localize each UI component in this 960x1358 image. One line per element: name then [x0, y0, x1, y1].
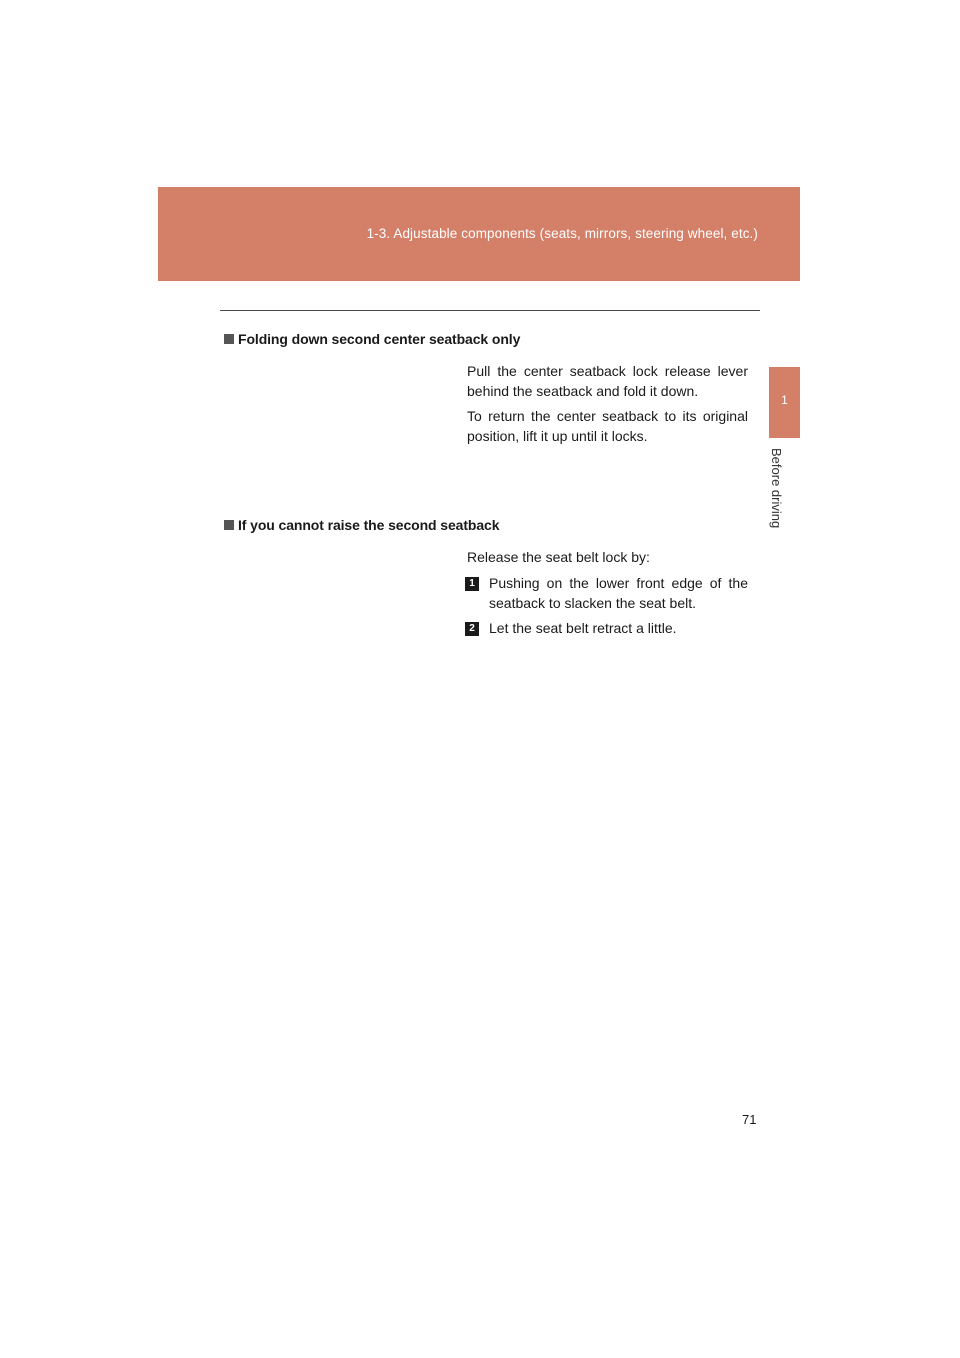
divider: [220, 310, 760, 311]
page-number: 71: [742, 1112, 757, 1127]
square-bullet-icon: [224, 334, 234, 344]
chapter-label: Before driving: [769, 448, 784, 529]
section-heading-folding: [224, 331, 520, 347]
step-number-badge: 1: [465, 577, 479, 591]
step-text: Pushing on the lower front edge of the seatback to slacken the seat belt.: [489, 575, 748, 611]
section-title: 1-3. Adjustable components (seats, mirrors, steering wheel, etc.): [366, 226, 758, 241]
chapter-number: 1: [781, 393, 788, 407]
step-number-badge: 2: [465, 622, 479, 636]
section-heading-raise: [224, 517, 499, 533]
header-band: [158, 187, 800, 281]
step-item: [465, 574, 748, 613]
step-text: Let the seat belt retract a little.: [489, 620, 677, 636]
paragraph: Release the seat belt lock by:: [467, 549, 650, 565]
section-heading-text: If you cannot raise the second seatback: [238, 517, 500, 533]
paragraph: Pull the center seatback lock release lever behind the seatback and fold it down.: [467, 363, 748, 399]
chapter-tab: [769, 367, 800, 438]
step-item: [465, 619, 748, 639]
section-heading-text: Folding down second center seatback only: [238, 331, 521, 347]
square-bullet-icon: [224, 520, 234, 530]
paragraph: To return the center seatback to its original position, lift it up until it locks.: [467, 408, 748, 444]
